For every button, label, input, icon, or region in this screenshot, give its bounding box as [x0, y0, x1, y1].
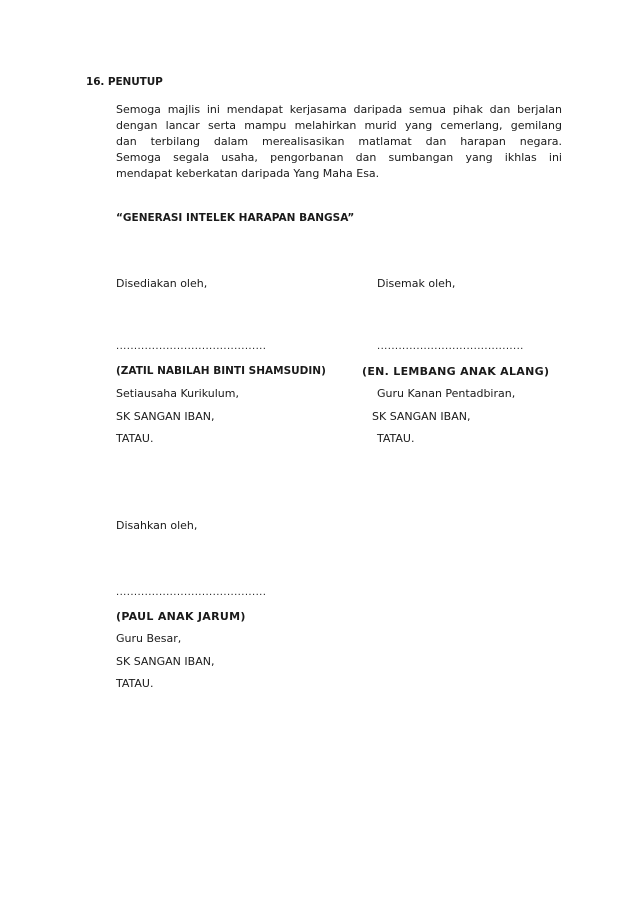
reviewed-by-name: (EN. LEMBANG ANAK ALANG)	[362, 365, 550, 378]
prepared-by-school: SK SANGAN IBAN,	[116, 410, 215, 423]
approved-by-label: Disahkan oleh,	[116, 519, 198, 532]
paragraph-line: mendapat keberkatan daripada Yang Maha Esa.	[116, 167, 380, 180]
paragraph-line: Semoga segala usaha, pengorbanan dan sumbangan yang ikhlas ini	[116, 151, 562, 164]
closing-paragraph	[116, 102, 562, 182]
prepared-by-position: Setiausaha Kurikulum,	[116, 387, 239, 400]
prepared-by-name: (ZATIL NABILAH BINTI SHAMSUDIN)	[116, 365, 326, 377]
reviewed-by-town: TATAU.	[377, 432, 415, 445]
approved-by-name: (PAUL ANAK JARUM)	[116, 610, 246, 623]
paragraph-line: dan terbilang dalam merealisasikan matlamat dan harapan negara.	[116, 135, 562, 148]
motto: “GENERASI INTELEK HARAPAN BANGSA”	[116, 212, 355, 224]
approved-by-position: Guru Besar,	[116, 632, 182, 645]
reviewed-by-position: Guru Kanan Pentadbiran,	[377, 387, 516, 400]
reviewed-by-label: Disemak oleh,	[377, 277, 456, 290]
approved-signature-line: ..........................................	[116, 587, 267, 598]
paragraph-line: dengan lancar serta mampu melahirkan murid yang cemerlang, gemilang	[116, 119, 562, 132]
prepared-signature-line: ..........................................	[116, 341, 267, 352]
approved-by-school: SK SANGAN IBAN,	[116, 655, 215, 668]
paragraph-line: Semoga majlis ini mendapat kerjasama daripada semua pihak dan berjalan	[116, 103, 562, 116]
reviewed-by-school: SK SANGAN IBAN,	[372, 410, 471, 423]
reviewed-signature-line: .........................................	[377, 341, 524, 352]
prepared-by-label: Disediakan oleh,	[116, 277, 208, 290]
approved-by-town: TATAU.	[116, 677, 154, 690]
section-heading: 16. PENUTUP	[86, 76, 163, 88]
prepared-by-town: TATAU.	[116, 432, 154, 445]
